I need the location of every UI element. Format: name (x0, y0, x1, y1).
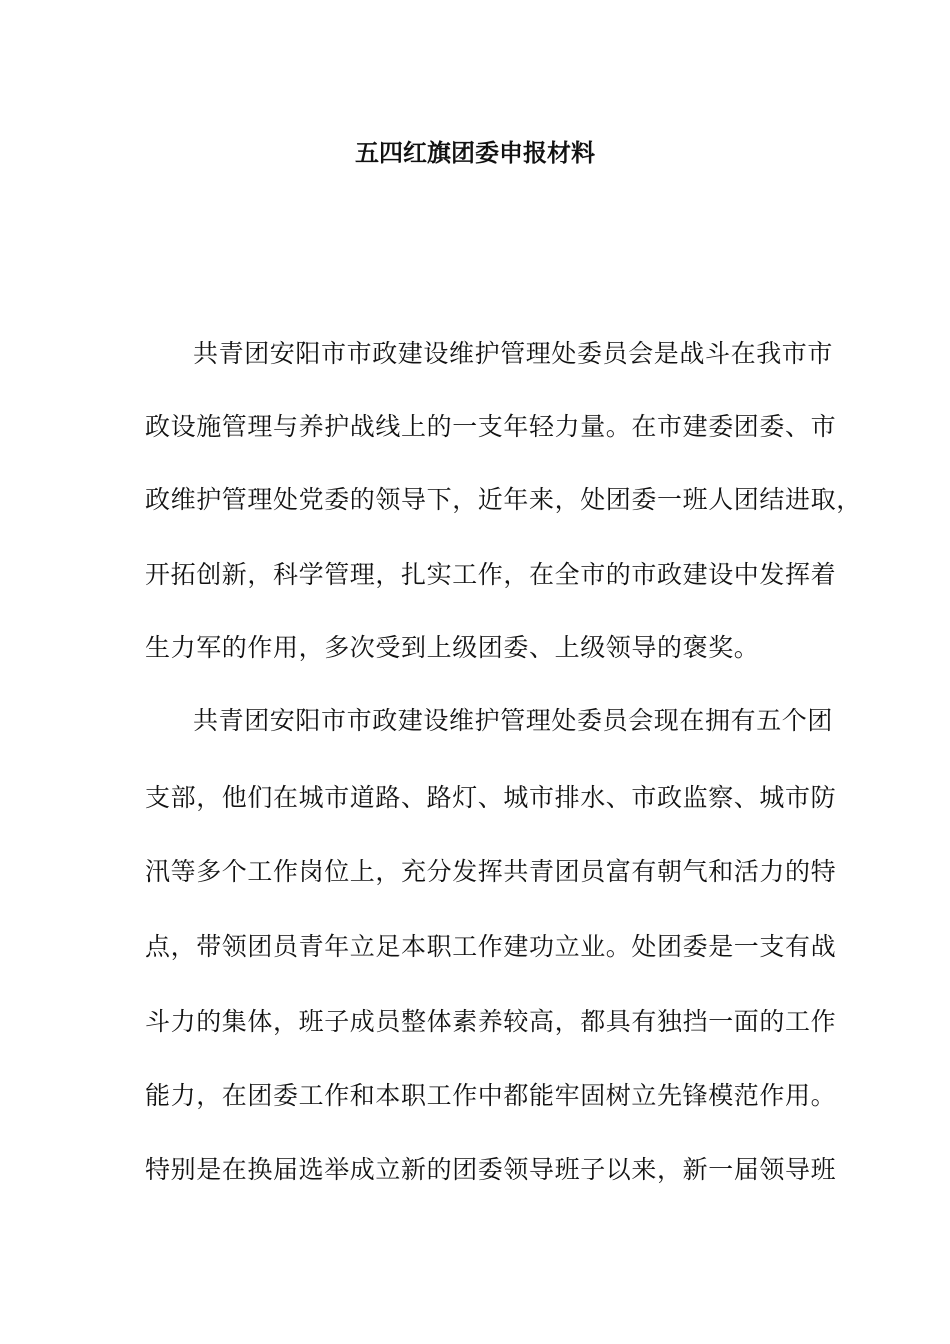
paragraph-2-line-5: 斗力的集体，班子成员整体素养较高，都具有独挡一面的工作 (145, 1007, 837, 1036)
paragraph-2-line-1: 共青团安阳市市政建设维护管理处委员会现在拥有五个团 (193, 706, 834, 735)
paragraph-1-line-1: 共青团安阳市市政建设维护管理处委员会是战斗在我市市 (193, 339, 834, 368)
paragraph-2-line-6: 能力，在团委工作和本职工作中都能牢固树立先锋模范作用。 (145, 1081, 837, 1110)
paragraph-2-line-7: 特别是在换届选举成立新的团委领导班子以来，新一届领导班 (145, 1155, 837, 1184)
paragraph-1-line-2: 政设施管理与养护战线上的一支年轻力量。在市建委团委、市 (145, 412, 837, 441)
paragraph-2-line-3: 汛等多个工作岗位上，充分发挥共青团员富有朝气和活力的特 (145, 857, 837, 886)
paragraph-1-line-3: 政维护管理处党委的领导下，近年来，处团委一班人团结进取， (145, 485, 862, 514)
document-title: 五四红旗团委申报材料 (355, 138, 595, 167)
paragraph-2-line-2: 支部，他们在城市道路、路灯、城市排水、市政监察、城市防 (145, 783, 837, 812)
paragraph-1-line-5: 生力军的作用，多次受到上级团委、上级领导的褒奖。 (145, 633, 760, 662)
paragraph-1-line-4: 开拓创新，科学管理，扎实工作，在全市的市政建设中发挥着 (145, 560, 837, 589)
paragraph-2-line-4: 点，带领团员青年立足本职工作建功立业。处团委是一支有战 (145, 932, 837, 961)
